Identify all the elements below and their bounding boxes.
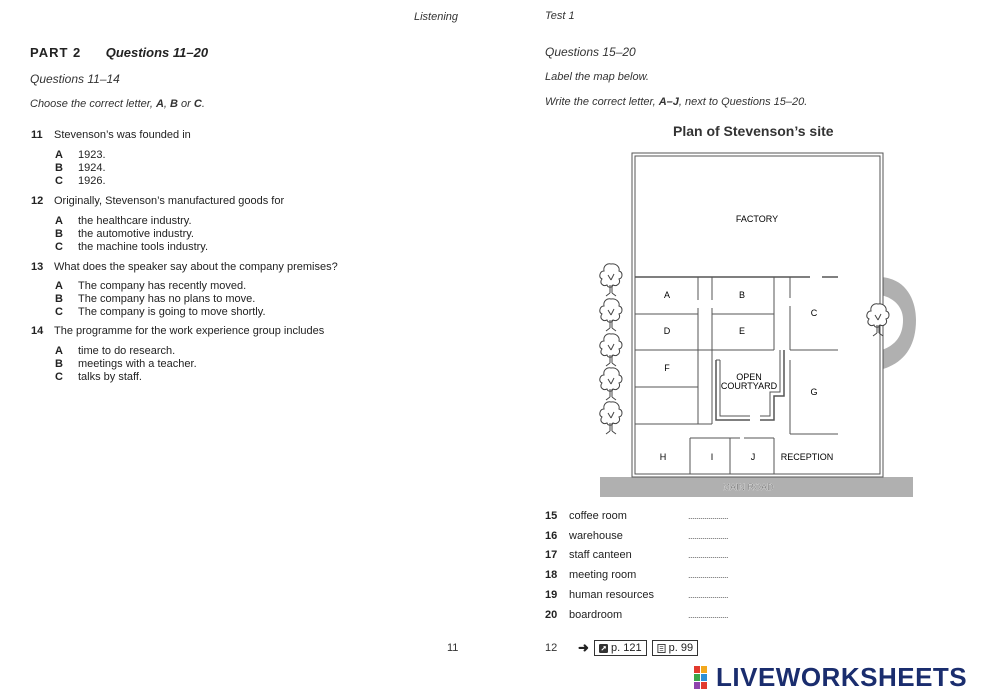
option-text[interactable]: 1926. bbox=[78, 175, 106, 187]
answer-number: 16 bbox=[545, 530, 558, 542]
answer-blank[interactable]: .................... bbox=[688, 610, 729, 620]
answer-blank[interactable]: .................... bbox=[688, 590, 729, 600]
site-boundary bbox=[632, 153, 883, 477]
ref-answer-key[interactable] bbox=[594, 640, 647, 656]
answer-number: 20 bbox=[545, 609, 558, 621]
reception-label: RECEPTION bbox=[780, 452, 834, 462]
option-letter[interactable]: B bbox=[55, 228, 63, 240]
option-text[interactable]: 1924. bbox=[78, 162, 106, 174]
option-letter[interactable]: B bbox=[55, 162, 63, 174]
answer-number: 15 bbox=[545, 510, 558, 522]
answer-label: human resources bbox=[569, 589, 654, 601]
option-text[interactable]: The company has no plans to move. bbox=[78, 293, 256, 305]
instruction2-suffix: , next to Questions 15–20. bbox=[678, 96, 808, 108]
answer-blank[interactable]: .................... bbox=[688, 511, 729, 521]
option-text[interactable]: the healthcare industry. bbox=[78, 215, 192, 227]
instruction-suffix: . bbox=[201, 98, 205, 110]
option-letter[interactable]: A bbox=[55, 149, 63, 161]
liveworksheets-watermark bbox=[694, 662, 967, 693]
map-label-g: G bbox=[810, 387, 818, 397]
header-left: Listening bbox=[414, 11, 459, 23]
group-label-11-14: Questions 11–14 bbox=[30, 72, 120, 86]
answer-blank[interactable]: .................... bbox=[688, 550, 729, 560]
question-text: What does the speaker say about the company premises? bbox=[54, 261, 338, 273]
part-heading bbox=[30, 44, 208, 62]
answer-label: warehouse bbox=[569, 530, 623, 542]
question-text: Originally, Stevenson’s manufactured goods for bbox=[54, 195, 285, 207]
option-text[interactable]: time to do research. bbox=[78, 345, 176, 357]
answer-label: staff canteen bbox=[569, 549, 632, 561]
option-text[interactable]: the machine tools industry. bbox=[78, 241, 209, 253]
liveworksheets-logo bbox=[694, 666, 714, 690]
part-label: PART 2 bbox=[30, 45, 82, 60]
instruction2-range: A–J bbox=[658, 96, 679, 108]
book-icon bbox=[599, 644, 608, 653]
option-text[interactable]: talks by staff. bbox=[78, 371, 142, 383]
ref-transcript[interactable] bbox=[652, 640, 698, 656]
option-letter[interactable]: C bbox=[55, 175, 63, 187]
answer-label: meeting room bbox=[569, 569, 637, 581]
instruction-prefix: Choose the correct letter, bbox=[30, 98, 156, 110]
tree-icon bbox=[600, 368, 622, 400]
map-label-h: H bbox=[659, 452, 667, 462]
arrow-icon: ➜ bbox=[578, 640, 589, 655]
answer-blank[interactable]: .................... bbox=[688, 531, 729, 541]
courtyard-label-2: COURTYARD bbox=[720, 381, 778, 391]
site-map bbox=[590, 145, 920, 505]
option-text[interactable]: meetings with a teacher. bbox=[78, 358, 197, 370]
instruction-b: B bbox=[170, 98, 178, 110]
courtyard-label-1: OPEN bbox=[736, 372, 762, 382]
main-road-label: MAIN ROAD bbox=[722, 482, 774, 492]
instruction-choose-letter bbox=[30, 98, 205, 110]
instruction-sep1: , bbox=[163, 98, 171, 110]
part-questions: Questions 11–20 bbox=[105, 45, 209, 60]
brand-text: LIVEWORKSHEETS bbox=[716, 662, 968, 692]
ref-text: p. 121 bbox=[611, 642, 642, 654]
option-letter[interactable]: C bbox=[55, 241, 63, 253]
header-right: Test 1 bbox=[545, 10, 575, 22]
instruction-c: C bbox=[193, 98, 202, 110]
option-letter[interactable]: B bbox=[55, 293, 63, 305]
ref-text: p. 99 bbox=[668, 642, 694, 654]
answer-blank[interactable]: .................... bbox=[688, 570, 729, 580]
answer-label: coffee room bbox=[569, 510, 627, 522]
question-number: 12 bbox=[31, 195, 44, 207]
instruction-a: A bbox=[155, 98, 164, 110]
question-text: The programme for the work experience group includes bbox=[54, 325, 325, 337]
map-label-d: D bbox=[663, 326, 671, 336]
option-letter[interactable]: C bbox=[55, 306, 63, 318]
option-text[interactable]: 1923. bbox=[78, 149, 106, 161]
instruction-sep2: or bbox=[177, 98, 194, 110]
option-letter[interactable]: A bbox=[55, 345, 63, 357]
option-letter[interactable]: B bbox=[55, 358, 63, 370]
map-title: Plan of Stevenson’s site bbox=[673, 123, 834, 139]
group-label-15-20: Questions 15–20 bbox=[545, 45, 636, 59]
option-letter[interactable]: A bbox=[55, 280, 63, 292]
map-label-e: E bbox=[738, 326, 746, 336]
instruction-label-map: Label the map below. bbox=[545, 71, 649, 83]
instruction-write-letter bbox=[545, 96, 807, 108]
answer-number: 18 bbox=[545, 569, 558, 581]
map-label-a: A bbox=[663, 290, 671, 300]
map-label-j: J bbox=[750, 452, 756, 462]
question-text: Stevenson’s was founded in bbox=[54, 129, 191, 141]
answer-number: 19 bbox=[545, 589, 558, 601]
option-text[interactable]: The company is going to move shortly. bbox=[78, 306, 266, 318]
answer-label: boardroom bbox=[569, 609, 623, 621]
page-number-left: 11 bbox=[447, 642, 459, 654]
map-label-c: C bbox=[810, 308, 818, 318]
map-label-i: I bbox=[710, 452, 714, 462]
question-number: 14 bbox=[31, 325, 44, 337]
tree-icon bbox=[600, 402, 622, 434]
page-number-right: 12 bbox=[545, 642, 558, 654]
tree-icon bbox=[600, 299, 622, 331]
question-number: 11 bbox=[31, 129, 43, 141]
option-text[interactable]: The company has recently moved. bbox=[78, 280, 247, 292]
answer-number: 17 bbox=[545, 549, 558, 561]
factory-label: FACTORY bbox=[735, 214, 779, 224]
map-label-f: F bbox=[664, 363, 670, 373]
question-number: 13 bbox=[31, 261, 44, 273]
option-letter[interactable]: A bbox=[55, 215, 63, 227]
notebook-icon bbox=[657, 644, 666, 653]
option-letter[interactable]: C bbox=[55, 371, 63, 383]
tree-icon bbox=[600, 264, 622, 296]
instruction2-prefix: Write the correct letter, bbox=[545, 96, 659, 108]
option-text[interactable]: the automotive industry. bbox=[78, 228, 194, 240]
tree-icon bbox=[600, 334, 622, 366]
map-label-b: B bbox=[738, 290, 746, 300]
page-refs bbox=[594, 640, 698, 656]
